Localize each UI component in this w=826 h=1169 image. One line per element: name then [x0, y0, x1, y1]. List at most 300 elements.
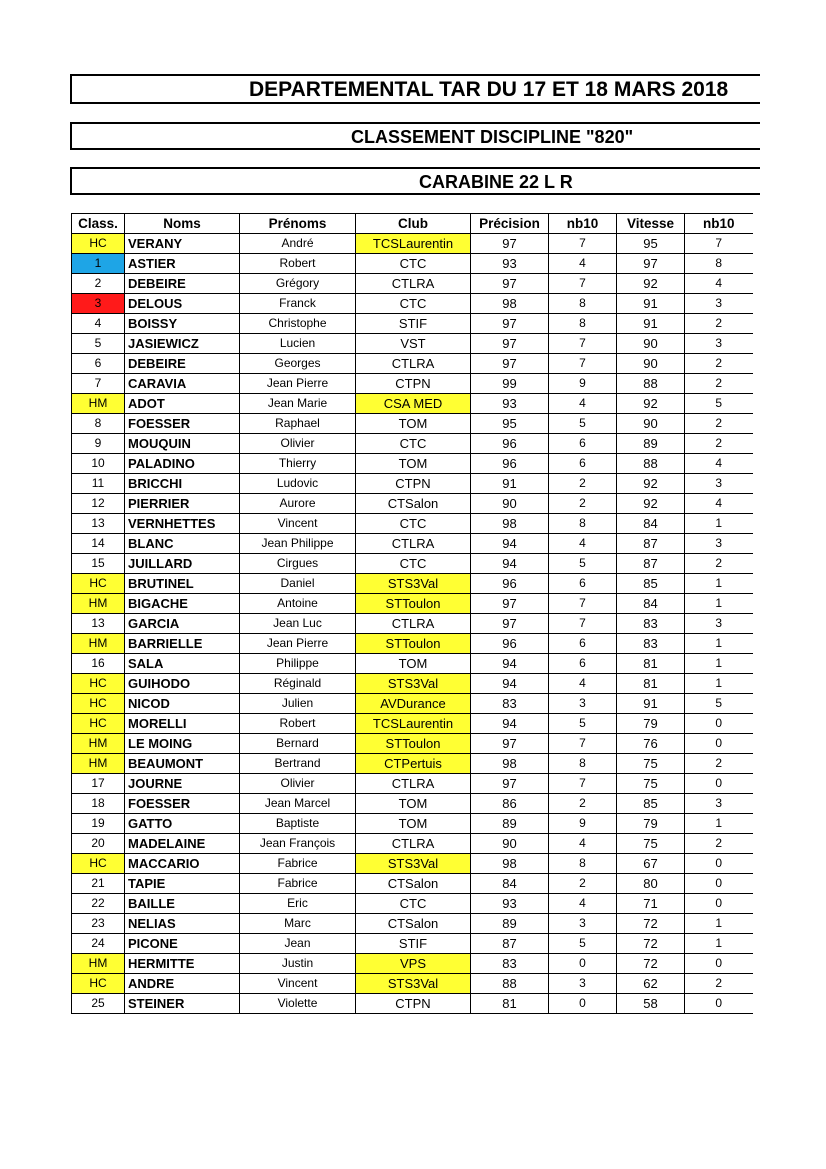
prenom-cell: Jean Pierre [240, 634, 356, 654]
nb10-vitesse-cell: 8 [685, 254, 753, 274]
prenom-cell: Jean François [240, 834, 356, 854]
precision-cell: 87 [471, 934, 549, 954]
club-cell: CTC [356, 554, 471, 574]
club-cell: CTC [356, 434, 471, 454]
precision-cell: 81 [471, 994, 549, 1014]
table-row [72, 474, 753, 494]
table-row [72, 594, 753, 614]
nb10-precision-cell: 7 [549, 334, 617, 354]
prenom-cell: Grégory [240, 274, 356, 294]
prenom-cell: Jean Pierre [240, 374, 356, 394]
nb10-vitesse-cell: 0 [685, 994, 753, 1014]
club-cell: CTSalon [356, 914, 471, 934]
precision-cell: 96 [471, 574, 549, 594]
rank-cell: 22 [72, 894, 125, 914]
club-cell: STS3Val [356, 674, 471, 694]
rank-cell: 13 [72, 514, 125, 534]
rank-cell: 10 [72, 454, 125, 474]
precision-cell: 94 [471, 714, 549, 734]
club-cell: TOM [356, 814, 471, 834]
nom-cell: VERANY [125, 234, 240, 254]
nb10-vitesse-cell: 0 [685, 714, 753, 734]
precision-cell: 97 [471, 594, 549, 614]
vitesse-cell: 92 [617, 274, 685, 294]
nb10-precision-cell: 9 [549, 814, 617, 834]
prenom-cell: Franck [240, 294, 356, 314]
nom-cell: MORELLI [125, 714, 240, 734]
vitesse-cell: 91 [617, 314, 685, 334]
nb10-precision-cell: 5 [549, 554, 617, 574]
precision-cell: 97 [471, 314, 549, 334]
nb10-precision-cell: 7 [549, 354, 617, 374]
nb10-vitesse-cell: 5 [685, 394, 753, 414]
vitesse-cell: 92 [617, 394, 685, 414]
table-row [72, 534, 753, 554]
table-row [72, 434, 753, 454]
nom-cell: DEBEIRE [125, 354, 240, 374]
rank-cell: 8 [72, 414, 125, 434]
prenom-cell: Violette [240, 994, 356, 1014]
nb10-vitesse-cell: 2 [685, 754, 753, 774]
club-cell: VST [356, 334, 471, 354]
precision-cell: 93 [471, 894, 549, 914]
nb10-vitesse-cell: 0 [685, 734, 753, 754]
table-row [72, 914, 753, 934]
table-row [72, 994, 753, 1014]
club-cell: TOM [356, 794, 471, 814]
rank-cell: 25 [72, 994, 125, 1014]
prenom-cell: Raphael [240, 414, 356, 434]
vitesse-cell: 72 [617, 934, 685, 954]
precision-cell: 97 [471, 774, 549, 794]
vitesse-cell: 85 [617, 794, 685, 814]
club-cell: CTLRA [356, 534, 471, 554]
prenom-cell: Antoine [240, 594, 356, 614]
club-cell: CTSalon [356, 494, 471, 514]
nom-cell: DELOUS [125, 294, 240, 314]
nb10-precision-cell: 7 [549, 774, 617, 794]
nb10-vitesse-cell: 1 [685, 934, 753, 954]
rank-cell: 18 [72, 794, 125, 814]
rank-cell: 16 [72, 654, 125, 674]
vitesse-cell: 72 [617, 914, 685, 934]
vitesse-cell: 62 [617, 974, 685, 994]
nb10-vitesse-cell: 0 [685, 874, 753, 894]
table-row [72, 714, 753, 734]
nom-cell: MOUQUIN [125, 434, 240, 454]
club-cell: CTSalon [356, 874, 471, 894]
club-cell: CTPN [356, 374, 471, 394]
rank-cell: 24 [72, 934, 125, 954]
prenom-cell: Robert [240, 714, 356, 734]
table-row [72, 754, 753, 774]
nom-cell: GARCIA [125, 614, 240, 634]
nb10-vitesse-cell: 2 [685, 354, 753, 374]
club-cell: CTC [356, 294, 471, 314]
vitesse-cell: 85 [617, 574, 685, 594]
vitesse-cell: 72 [617, 954, 685, 974]
rank-cell: HC [72, 234, 125, 254]
rank-cell: HM [72, 634, 125, 654]
table-row [72, 874, 753, 894]
nom-cell: BOISSY [125, 314, 240, 334]
club-cell: STS3Val [356, 974, 471, 994]
table-row [72, 634, 753, 654]
vitesse-cell: 84 [617, 594, 685, 614]
nb10-vitesse-cell: 4 [685, 274, 753, 294]
nb10-vitesse-cell: 2 [685, 374, 753, 394]
prenom-cell: Ludovic [240, 474, 356, 494]
club-cell: CTC [356, 514, 471, 534]
title-box [70, 74, 760, 104]
rank-cell: 19 [72, 814, 125, 834]
nb10-precision-cell: 6 [549, 654, 617, 674]
vitesse-cell: 76 [617, 734, 685, 754]
vitesse-cell: 79 [617, 714, 685, 734]
club-cell: CTPertuis [356, 754, 471, 774]
prenom-cell: Georges [240, 354, 356, 374]
table-row [72, 794, 753, 814]
prenom-cell: Daniel [240, 574, 356, 594]
rank-cell: HC [72, 854, 125, 874]
nb10-precision-cell: 3 [549, 974, 617, 994]
nom-cell: PICONE [125, 934, 240, 954]
table-row [72, 414, 753, 434]
club-cell: TCSLaurentin [356, 234, 471, 254]
table-row [72, 354, 753, 374]
nom-cell: FOESSER [125, 794, 240, 814]
col-header-nb10-precision: nb10 [549, 214, 617, 234]
prenom-cell: Cirgues [240, 554, 356, 574]
nb10-precision-cell: 6 [549, 574, 617, 594]
table-row [72, 274, 753, 294]
prenom-cell: Réginald [240, 674, 356, 694]
club-cell: STIF [356, 934, 471, 954]
precision-cell: 94 [471, 554, 549, 574]
table-row [72, 614, 753, 634]
prenom-cell: Thierry [240, 454, 356, 474]
nom-cell: BIGACHE [125, 594, 240, 614]
page-title: DEPARTEMENTAL TAR DU 17 ET 18 MARS 2018 [249, 78, 729, 101]
prenom-cell: Vincent [240, 974, 356, 994]
prenom-cell: Justin [240, 954, 356, 974]
table-row [72, 314, 753, 334]
club-cell: TCSLaurentin [356, 714, 471, 734]
subtitle-box [70, 122, 760, 150]
vitesse-cell: 90 [617, 414, 685, 434]
nb10-precision-cell: 8 [549, 514, 617, 534]
prenom-cell: Eric [240, 894, 356, 914]
nb10-vitesse-cell: 3 [685, 474, 753, 494]
rank-cell: 7 [72, 374, 125, 394]
table-row [72, 234, 753, 254]
nb10-precision-cell: 9 [549, 374, 617, 394]
prenom-cell: André [240, 234, 356, 254]
nom-cell: JASIEWICZ [125, 334, 240, 354]
nom-cell: ANDRE [125, 974, 240, 994]
nb10-precision-cell: 5 [549, 934, 617, 954]
page-subtitle: CLASSEMENT DISCIPLINE "820" [351, 127, 634, 147]
vitesse-cell: 88 [617, 374, 685, 394]
table-row [72, 814, 753, 834]
nom-cell: NICOD [125, 694, 240, 714]
vitesse-cell: 81 [617, 674, 685, 694]
precision-cell: 94 [471, 674, 549, 694]
rank-cell: HC [72, 674, 125, 694]
rank-cell: HM [72, 594, 125, 614]
nb10-precision-cell: 2 [549, 474, 617, 494]
precision-cell: 90 [471, 834, 549, 854]
precision-cell: 88 [471, 974, 549, 994]
nb10-vitesse-cell: 2 [685, 554, 753, 574]
prenom-cell: Baptiste [240, 814, 356, 834]
nb10-vitesse-cell: 2 [685, 974, 753, 994]
vitesse-cell: 87 [617, 554, 685, 574]
rank-cell: 20 [72, 834, 125, 854]
vitesse-cell: 87 [617, 534, 685, 554]
vitesse-cell: 81 [617, 654, 685, 674]
prenom-cell: Marc [240, 914, 356, 934]
precision-cell: 90 [471, 494, 549, 514]
col-header-vitesse: Vitesse [617, 214, 685, 234]
rank-cell: 14 [72, 534, 125, 554]
precision-cell: 98 [471, 294, 549, 314]
nb10-vitesse-cell: 2 [685, 314, 753, 334]
nb10-vitesse-cell: 3 [685, 534, 753, 554]
table-row [72, 574, 753, 594]
club-cell: STToulon [356, 634, 471, 654]
table-header-row [72, 214, 753, 234]
nb10-precision-cell: 4 [549, 674, 617, 694]
prenom-cell: Lucien [240, 334, 356, 354]
nb10-precision-cell: 7 [549, 274, 617, 294]
nb10-vitesse-cell: 2 [685, 434, 753, 454]
vitesse-cell: 80 [617, 874, 685, 894]
discipline-box [70, 167, 760, 195]
nom-cell: BLANC [125, 534, 240, 554]
club-cell: CTPN [356, 994, 471, 1014]
table-row [72, 514, 753, 534]
nom-cell: PIERRIER [125, 494, 240, 514]
vitesse-cell: 79 [617, 814, 685, 834]
nb10-precision-cell: 8 [549, 294, 617, 314]
nb10-vitesse-cell: 0 [685, 774, 753, 794]
table-row [72, 774, 753, 794]
prenom-cell: Bertrand [240, 754, 356, 774]
club-cell: CTPN [356, 474, 471, 494]
prenom-cell: Jean Marcel [240, 794, 356, 814]
discipline-title: CARABINE 22 L R [419, 172, 573, 192]
nb10-precision-cell: 4 [549, 834, 617, 854]
precision-cell: 94 [471, 534, 549, 554]
club-cell: VPS [356, 954, 471, 974]
nb10-vitesse-cell: 1 [685, 634, 753, 654]
nom-cell: JOURNE [125, 774, 240, 794]
nom-cell: GUIHODO [125, 674, 240, 694]
table-row [72, 854, 753, 874]
table-row [72, 894, 753, 914]
vitesse-cell: 83 [617, 634, 685, 654]
nom-cell: STEINER [125, 994, 240, 1014]
nom-cell: MADELAINE [125, 834, 240, 854]
nb10-vitesse-cell: 1 [685, 674, 753, 694]
club-cell: STToulon [356, 594, 471, 614]
vitesse-cell: 75 [617, 834, 685, 854]
nb10-vitesse-cell: 7 [685, 234, 753, 254]
nb10-vitesse-cell: 2 [685, 414, 753, 434]
vitesse-cell: 83 [617, 614, 685, 634]
prenom-cell: Philippe [240, 654, 356, 674]
precision-cell: 97 [471, 354, 549, 374]
prenom-cell: Aurore [240, 494, 356, 514]
nb10-precision-cell: 4 [549, 894, 617, 914]
nb10-vitesse-cell: 3 [685, 294, 753, 314]
table-row [72, 254, 753, 274]
rank-cell: 1 [72, 254, 125, 274]
nb10-vitesse-cell: 1 [685, 574, 753, 594]
nb10-vitesse-cell: 2 [685, 834, 753, 854]
nom-cell: SALA [125, 654, 240, 674]
nb10-precision-cell: 2 [549, 494, 617, 514]
vitesse-cell: 84 [617, 514, 685, 534]
nb10-precision-cell: 8 [549, 314, 617, 334]
table-row [72, 494, 753, 514]
prenom-cell: Vincent [240, 514, 356, 534]
nom-cell: FOESSER [125, 414, 240, 434]
rank-cell: HM [72, 734, 125, 754]
nb10-precision-cell: 8 [549, 754, 617, 774]
nom-cell: BAILLE [125, 894, 240, 914]
prenom-cell: Jean Philippe [240, 534, 356, 554]
precision-cell: 97 [471, 234, 549, 254]
prenom-cell: Christophe [240, 314, 356, 334]
precision-cell: 84 [471, 874, 549, 894]
nb10-precision-cell: 4 [549, 394, 617, 414]
precision-cell: 97 [471, 334, 549, 354]
club-cell: TOM [356, 454, 471, 474]
vitesse-cell: 91 [617, 694, 685, 714]
nom-cell: ADOT [125, 394, 240, 414]
precision-cell: 96 [471, 634, 549, 654]
precision-cell: 97 [471, 734, 549, 754]
nb10-precision-cell: 7 [549, 594, 617, 614]
precision-cell: 98 [471, 514, 549, 534]
table-row [72, 934, 753, 954]
table-row [72, 654, 753, 674]
nom-cell: LE MOING [125, 734, 240, 754]
rank-cell: 5 [72, 334, 125, 354]
nb10-vitesse-cell: 1 [685, 514, 753, 534]
club-cell: STIF [356, 314, 471, 334]
nb10-vitesse-cell: 3 [685, 794, 753, 814]
rank-cell: HM [72, 954, 125, 974]
table-row [72, 374, 753, 394]
club-cell: STS3Val [356, 854, 471, 874]
nom-cell: BARRIELLE [125, 634, 240, 654]
table-row [72, 394, 753, 414]
rank-cell: 4 [72, 314, 125, 334]
nb10-vitesse-cell: 1 [685, 814, 753, 834]
nom-cell: BEAUMONT [125, 754, 240, 774]
nb10-vitesse-cell: 0 [685, 894, 753, 914]
nom-cell: MACCARIO [125, 854, 240, 874]
nb10-precision-cell: 3 [549, 694, 617, 714]
nb10-precision-cell: 4 [549, 534, 617, 554]
club-cell: CTLRA [356, 354, 471, 374]
nb10-precision-cell: 7 [549, 734, 617, 754]
vitesse-cell: 90 [617, 354, 685, 374]
precision-cell: 97 [471, 614, 549, 634]
prenom-cell: Jean [240, 934, 356, 954]
club-cell: CTLRA [356, 774, 471, 794]
club-cell: CSA MED [356, 394, 471, 414]
rank-cell: 17 [72, 774, 125, 794]
table-row [72, 734, 753, 754]
vitesse-cell: 90 [617, 334, 685, 354]
nb10-vitesse-cell: 0 [685, 854, 753, 874]
vitesse-cell: 88 [617, 454, 685, 474]
club-cell: TOM [356, 414, 471, 434]
nom-cell: BRUTINEL [125, 574, 240, 594]
precision-cell: 91 [471, 474, 549, 494]
prenom-cell: Fabrice [240, 854, 356, 874]
rank-cell: 15 [72, 554, 125, 574]
col-header-nb10-vitesse: nb10 [685, 214, 753, 234]
club-cell: TOM [356, 654, 471, 674]
nom-cell: VERNHETTES [125, 514, 240, 534]
col-header-club: Club [356, 214, 471, 234]
prenom-cell: Olivier [240, 774, 356, 794]
nb10-vitesse-cell: 4 [685, 454, 753, 474]
club-cell: STToulon [356, 734, 471, 754]
nb10-precision-cell: 6 [549, 634, 617, 654]
nb10-precision-cell: 6 [549, 454, 617, 474]
prenom-cell: Fabrice [240, 874, 356, 894]
table-row [72, 974, 753, 994]
nom-cell: CARAVIA [125, 374, 240, 394]
nb10-precision-cell: 3 [549, 914, 617, 934]
vitesse-cell: 92 [617, 474, 685, 494]
club-cell: CTLRA [356, 614, 471, 634]
rank-cell: 2 [72, 274, 125, 294]
precision-cell: 98 [471, 754, 549, 774]
prenom-cell: Jean Luc [240, 614, 356, 634]
nom-cell: DEBEIRE [125, 274, 240, 294]
nom-cell: NELIAS [125, 914, 240, 934]
rank-cell: 12 [72, 494, 125, 514]
col-header-noms: Noms [125, 214, 240, 234]
vitesse-cell: 97 [617, 254, 685, 274]
vitesse-cell: 67 [617, 854, 685, 874]
rank-cell: 6 [72, 354, 125, 374]
precision-cell: 96 [471, 434, 549, 454]
vitesse-cell: 91 [617, 294, 685, 314]
results-table [71, 213, 753, 1014]
nb10-vitesse-cell: 0 [685, 954, 753, 974]
nb10-vitesse-cell: 3 [685, 614, 753, 634]
table-row [72, 674, 753, 694]
nom-cell: JUILLARD [125, 554, 240, 574]
nb10-precision-cell: 2 [549, 874, 617, 894]
rank-cell: HC [72, 694, 125, 714]
nb10-vitesse-cell: 1 [685, 654, 753, 674]
vitesse-cell: 92 [617, 494, 685, 514]
vitesse-cell: 95 [617, 234, 685, 254]
nb10-precision-cell: 7 [549, 234, 617, 254]
precision-cell: 99 [471, 374, 549, 394]
club-cell: CTLRA [356, 834, 471, 854]
table-row [72, 694, 753, 714]
